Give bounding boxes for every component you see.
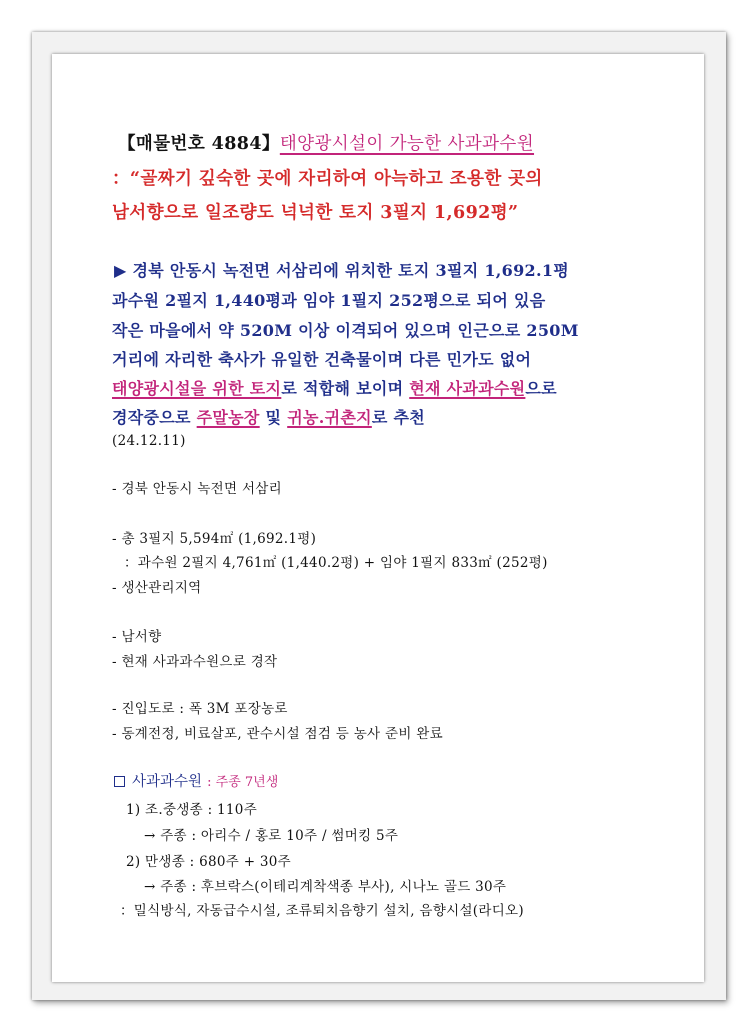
orchard-item2-detail: → 주종 : 후브락스(이테리계착색종 부사), 시나노 골드 30주 bbox=[144, 879, 507, 895]
detail-area-total: - 총 3필지 5,594㎡ (1,692.1평) bbox=[112, 531, 317, 547]
detail-access-road: - 진입도로 : 폭 3M 포장농로 bbox=[112, 701, 288, 717]
detail-area-breakdown: ：과수원 2필지 4,761㎡ (1,440.2평) + 임야 1필지 833㎡ (252평) bbox=[124, 555, 548, 571]
checkbox-icon bbox=[114, 776, 125, 787]
description-line4: 거리에 자리한 축사가 유일한 건축물이며 다른 민가도 없어 bbox=[112, 350, 532, 369]
highlight-return-farm: 귀농.귀촌지 bbox=[287, 408, 372, 427]
orchard-title: 사과과수원 bbox=[132, 774, 203, 790]
description-line2: 과수원 2필지 1,440평과 임야 1필지 252평으로 되어 있음 bbox=[112, 291, 546, 310]
orchard-item1: 1) 조.중생종 : 110주 bbox=[126, 802, 258, 818]
detail-location: - 경북 안동시 녹전면 서삼리 bbox=[112, 481, 282, 497]
header-title-line bbox=[118, 130, 534, 155]
orchard-facilities: ：밀식방식, 자동급수시설, 조류퇴치음향기 설치, 음향시설(라디오) bbox=[120, 903, 524, 919]
triangle-bullet-icon: ▶ bbox=[114, 261, 127, 280]
header-quote-line1: ：“골짜기 깊숙한 곳에 자리하여 아늑하고 조용한 곳의 bbox=[112, 169, 543, 189]
detail-current-use: - 현재 사과과수원으로 경작 bbox=[112, 654, 278, 670]
orchard-subtitle: : 주종 7년생 bbox=[207, 775, 279, 790]
description-line1 bbox=[114, 258, 569, 281]
description-text: 으로 bbox=[525, 379, 557, 398]
highlight-solar-land: 태양광시설을 위한 토지 bbox=[112, 379, 282, 398]
description-text: 경작중으로 bbox=[112, 408, 197, 427]
title-highlight: 태양광시설이 가능한 사과과수원 bbox=[279, 134, 535, 154]
date-stamp: (24.12.11) bbox=[112, 433, 186, 449]
orchard-item2: 2) 만생종 : 680주 + 30주 bbox=[126, 854, 292, 870]
description-text: 로 추천 bbox=[371, 408, 425, 427]
header-quote-line2: 남서향으로 일조량도 넉넉한 토지 3필지 1,692평” bbox=[112, 203, 519, 223]
detail-zoning: - 생산관리지역 bbox=[112, 580, 202, 596]
orchard-item1-detail: → 주종 : 아리수 / 홍로 10주 / 썸머킹 5주 bbox=[144, 828, 399, 844]
description-text: 로 적합해 보이며 bbox=[281, 379, 410, 398]
highlight-current-orchard: 현재 사과과수원 bbox=[409, 379, 526, 398]
listing-number: 【매물번호 4884】 bbox=[118, 134, 280, 154]
detail-preparation: - 동계전정, 비료살포, 관수시설 점검 등 농사 준비 완료 bbox=[112, 726, 443, 742]
highlight-weekend-farm: 주말농장 bbox=[196, 408, 260, 427]
description-line6 bbox=[112, 405, 425, 428]
description-text: 및 bbox=[259, 408, 288, 427]
description-line5 bbox=[112, 376, 557, 399]
description-line3: 작은 마을에서 약 520M 이상 이격되어 있으며 인근으로 250M bbox=[112, 321, 579, 340]
orchard-section-header bbox=[114, 770, 278, 791]
description-text: 경북 안동시 녹전면 서삼리에 위치한 토지 3필지 1,692.1평 bbox=[132, 261, 570, 280]
detail-orientation: - 남서향 bbox=[112, 629, 162, 645]
